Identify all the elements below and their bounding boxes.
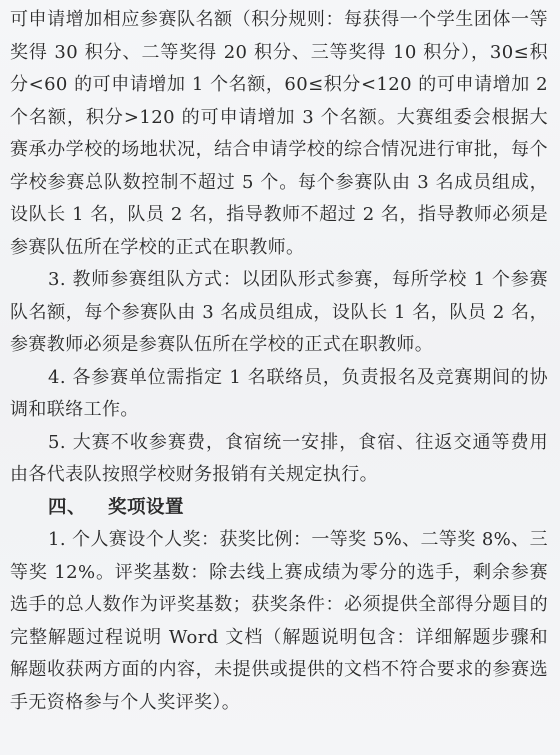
paragraph-liaison: 4. 各参赛单位需指定 1 名联络员，负责报名及竞赛期间的协调和联络工作。 bbox=[10, 366, 548, 420]
paragraph-individual-awards: 1. 个人赛设个人奖：获奖比例：一等奖 5%、二等奖 8%、三等奖 12%。评奖基数：除去线上赛成绩为零分的选手，剩余参赛选手的总人数作为评奖基数；获奖条件：必须提供全部得分题目的完整解题过程说明 Word 文档（解题说明包含：详细解题步骤和解题收获两方面的内容，未提供或提供的文档不符合要求的参赛选手无资格参与个人奖评奖）。 bbox=[10, 529, 548, 713]
paragraph-team-quota: 可申请增加相应参赛队名额（积分规则：每获得一个学生团体一等奖得 30 积分、二等奖得 20 积分、三等奖得 10 积分），30≤积分<60 的可申请增加 1 个名额，60≤积分<120 的可申请增加 2 个名额，积分>120 的可申请增加 3 个名额。大赛组委会根据大赛承办学校的场地状况，结合申请学校的综合情况进行审批，每个学校参赛总队数控制不超过 5 个。每个参赛队由 3 名成员组成，设队长 1 名，队员 2 名，指导教师不超过 2 名，指导教师必须是参赛队伍所在学校的正式在职教师。 bbox=[10, 9, 548, 258]
paragraph-teacher-team: 3. 教师参赛组队方式：以团队形式参赛，每所学校 1 个参赛队名额，每个参赛队由 3 名成员组成，设队长 1 名，队员 2 名，参赛教师必须是参赛队伍所在学校的正式在职教师。 bbox=[10, 269, 548, 355]
section-title: 奖项设置 bbox=[108, 496, 185, 518]
paragraph-fees: 5. 大赛不收参赛费，食宿统一安排，食宿、往返交通等费用由各代表队按照学校财务报销有关规定执行。 bbox=[10, 431, 548, 485]
section-number: 四、 bbox=[48, 496, 87, 518]
section-heading-awards bbox=[10, 492, 548, 525]
